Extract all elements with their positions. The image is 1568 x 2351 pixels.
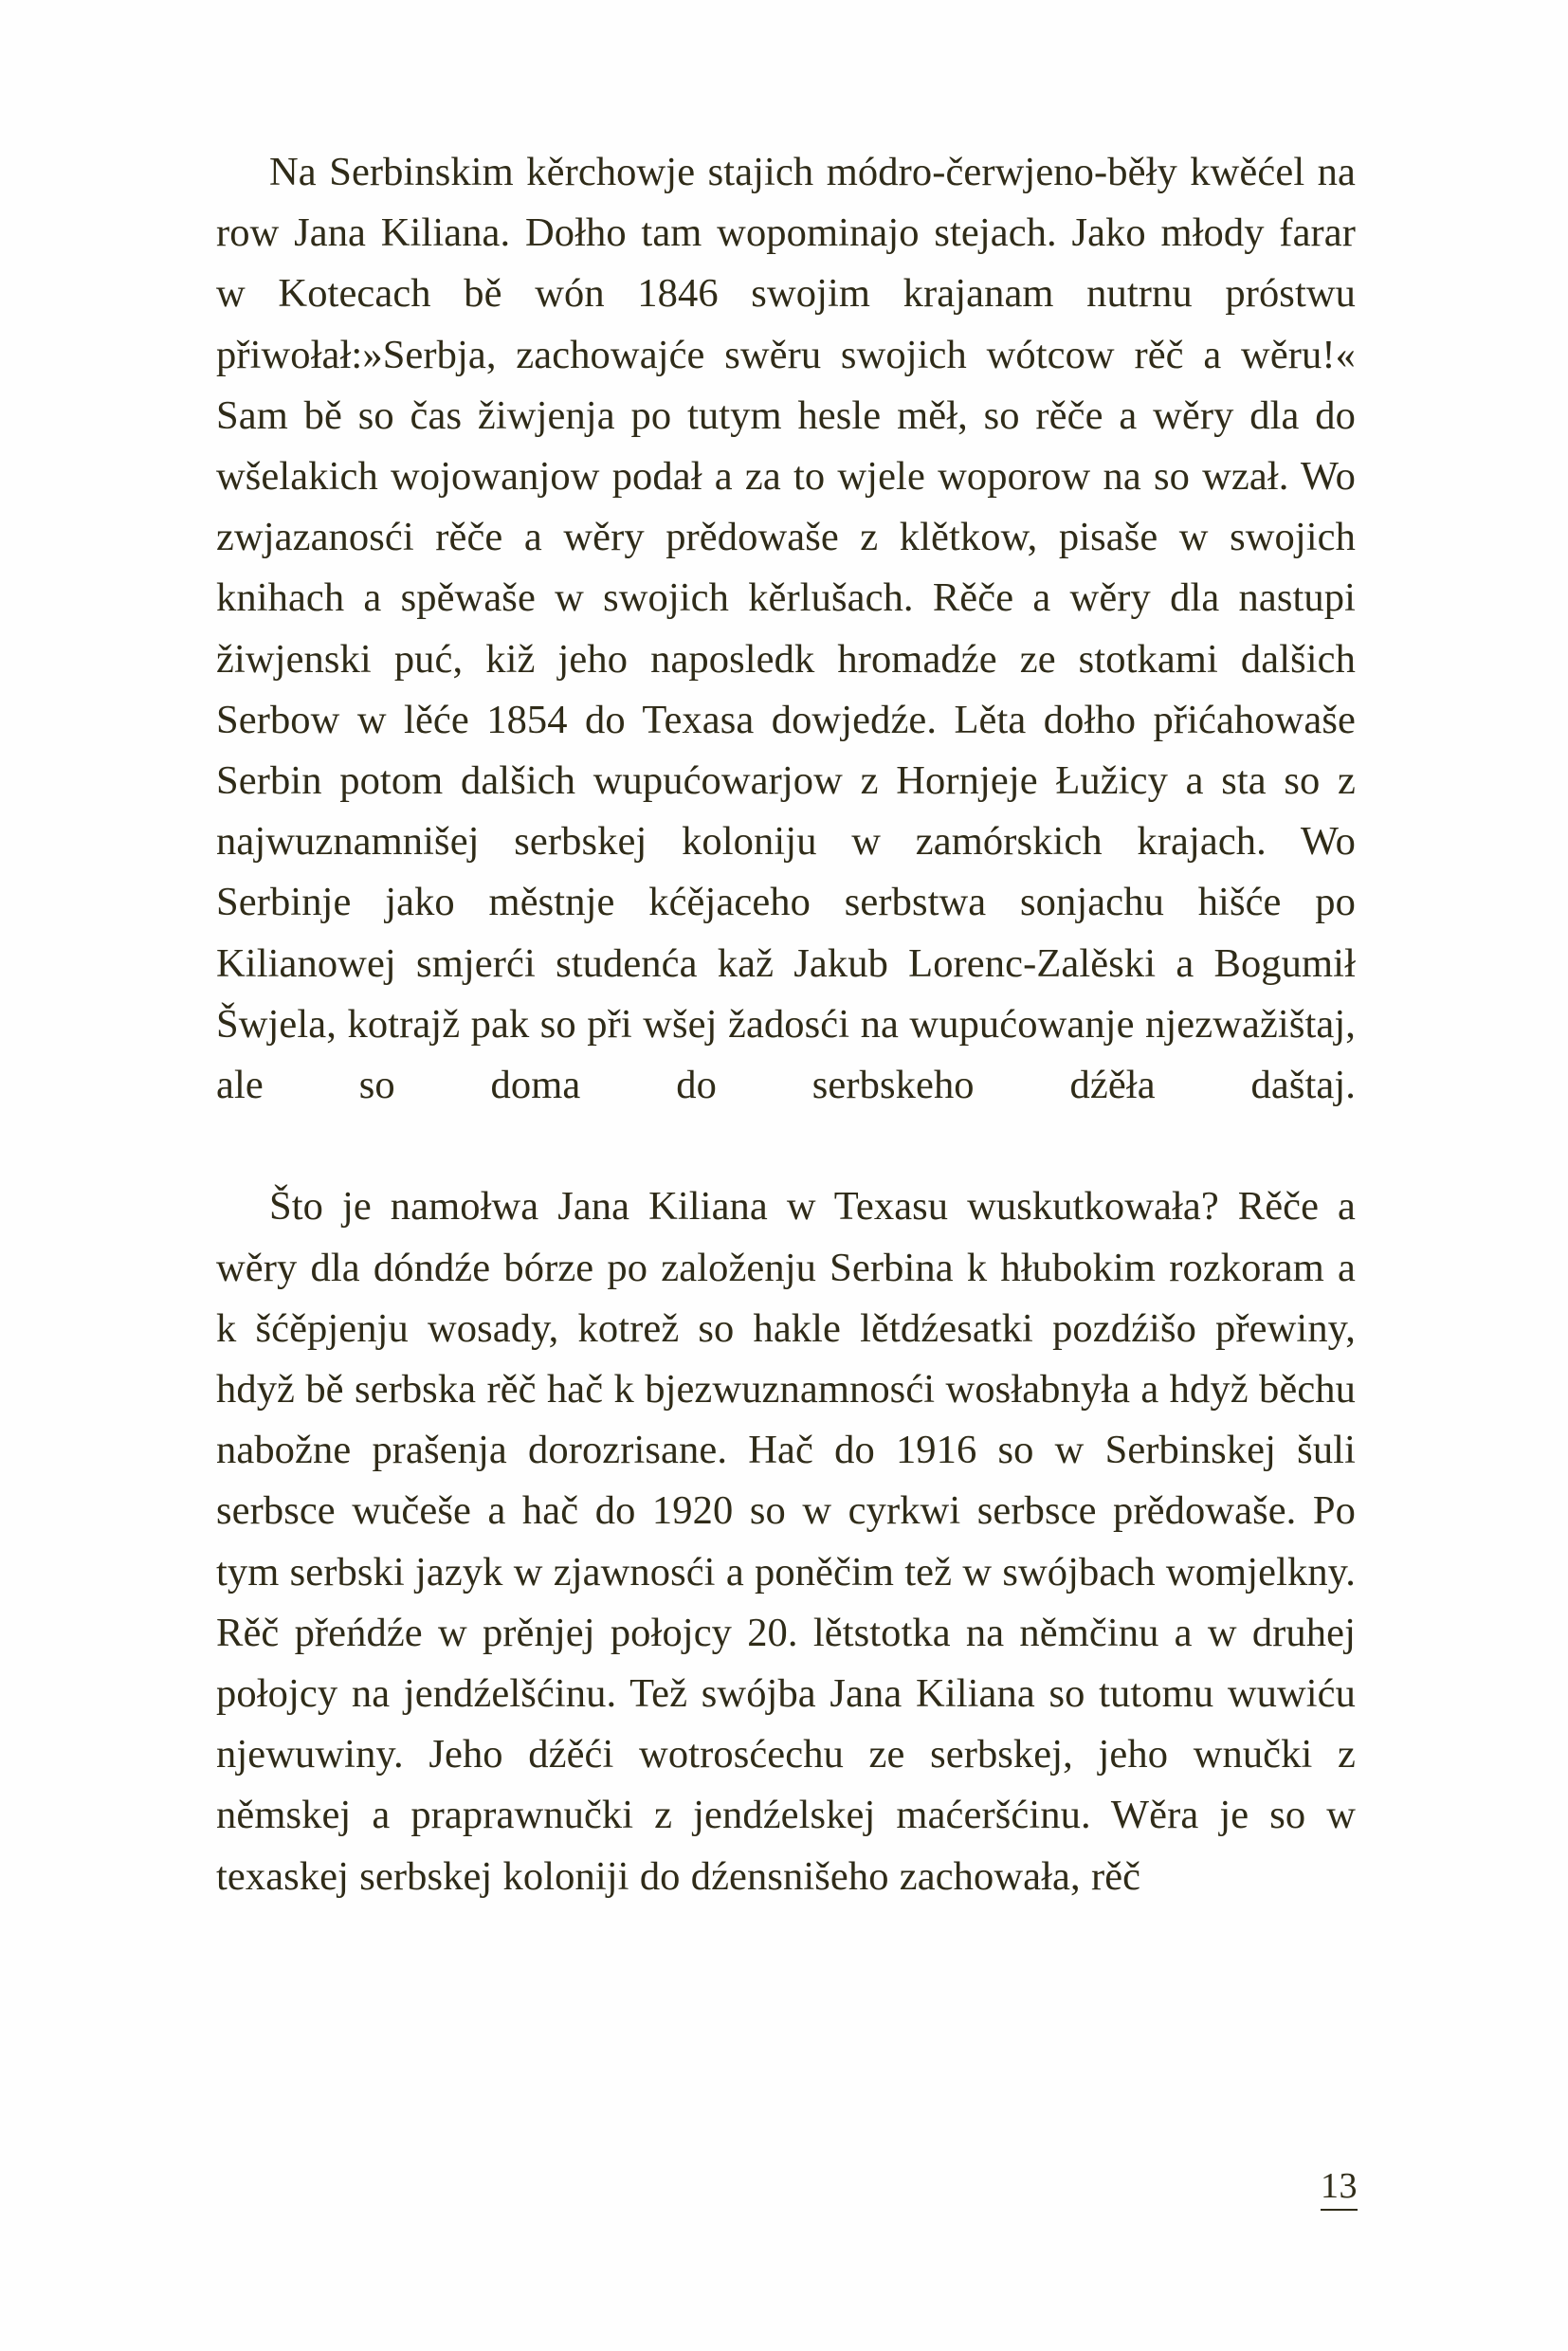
text-column <box>216 142 1356 1907</box>
body-paragraph-2: Što je namołwa Jana Kiliana w Texasu wuskutkowała? Rěče a wěry dla dóndźe bórze po založenju Serbina k hłubokim rozkoram a k šćěpjenju wosady, kotrež so hakle lětdźesatki pozdźišo přewiny, hdyž bě serbska rěč hač k bjezwuznamnosći wosłabnyła a hdyž běchu nabožne prašenja dorozrisane. Hač do 1916 so w Serbinskej šuli serbsce wučeše a hač do 1920 so w cyrkwi serbsce prědowaše. Po tym serbski jazyk w zjawnosći a poněčim tež w swójbach womjelkny. Rěč přeńdźe w prěnjej połojcy 20. lětstotka na němčinu a w druhej połojcy na jendźelšćinu. Tež swójba Jana Kiliana so tutomu wuwiću njewuwiny. Jeho dźěći wotrosćechu ze serbskej, jeho wnučki z němskej a praprawnučki z jendźelskej maćeršćinu. Wěra je so w texaskej serbskej koloniji do dźensnišeho zachowała, rěč <box>216 1184 1356 1899</box>
page-number: 13 <box>1321 2168 1358 2211</box>
body-paragraph-1: Na Serbinskim kěrchowje stajich módro-čerwjeno-běły kwěćel na row Jana Kiliana. Dołho tam wopominajo stejach. Jako młody farar w Kotecach bě wón 1846 swojim krajanam nutrnu próstwu přiwołał:»Serbja, zachowajće swěru swojich wótcow rěč a wěru!« Sam bě so čas žiwjenja po tutym hesle měł, so rěče a wěry dla do wšelakich wojowanjow podał a za to wjele woporow na so wzał. Wo zwjazanosći rěče a wěry prědowaše z klětkow, pisaše w swojich knihach a spěwaše w swojich kěrlušach. Rěče a wěry dla nastupi žiwjenski puć, kiž jeho naposledk hromadźe ze stotkami dalšich Serbow w lěće 1854 do Texasa dowjedźe. Lěta dołho přićahowaše Serbin potom dalšich wupućowarjow z Hornjeje Łužicy a sta so z najwuznamnišej serbskej koloniju w zamórskich krajach. Wo Serbinje jako městnje kćějaceho serbstwa sonjachu hišće po Kilianowej smjerći studenća kaž Jakub Lorenc-Zalěski a Bogumił Šwjela, kotrajž pak so při wšej žadosći na wupućowanje njezwažištaj, ale so doma do serbskeho dźěła daštaj. <box>216 150 1356 1108</box>
